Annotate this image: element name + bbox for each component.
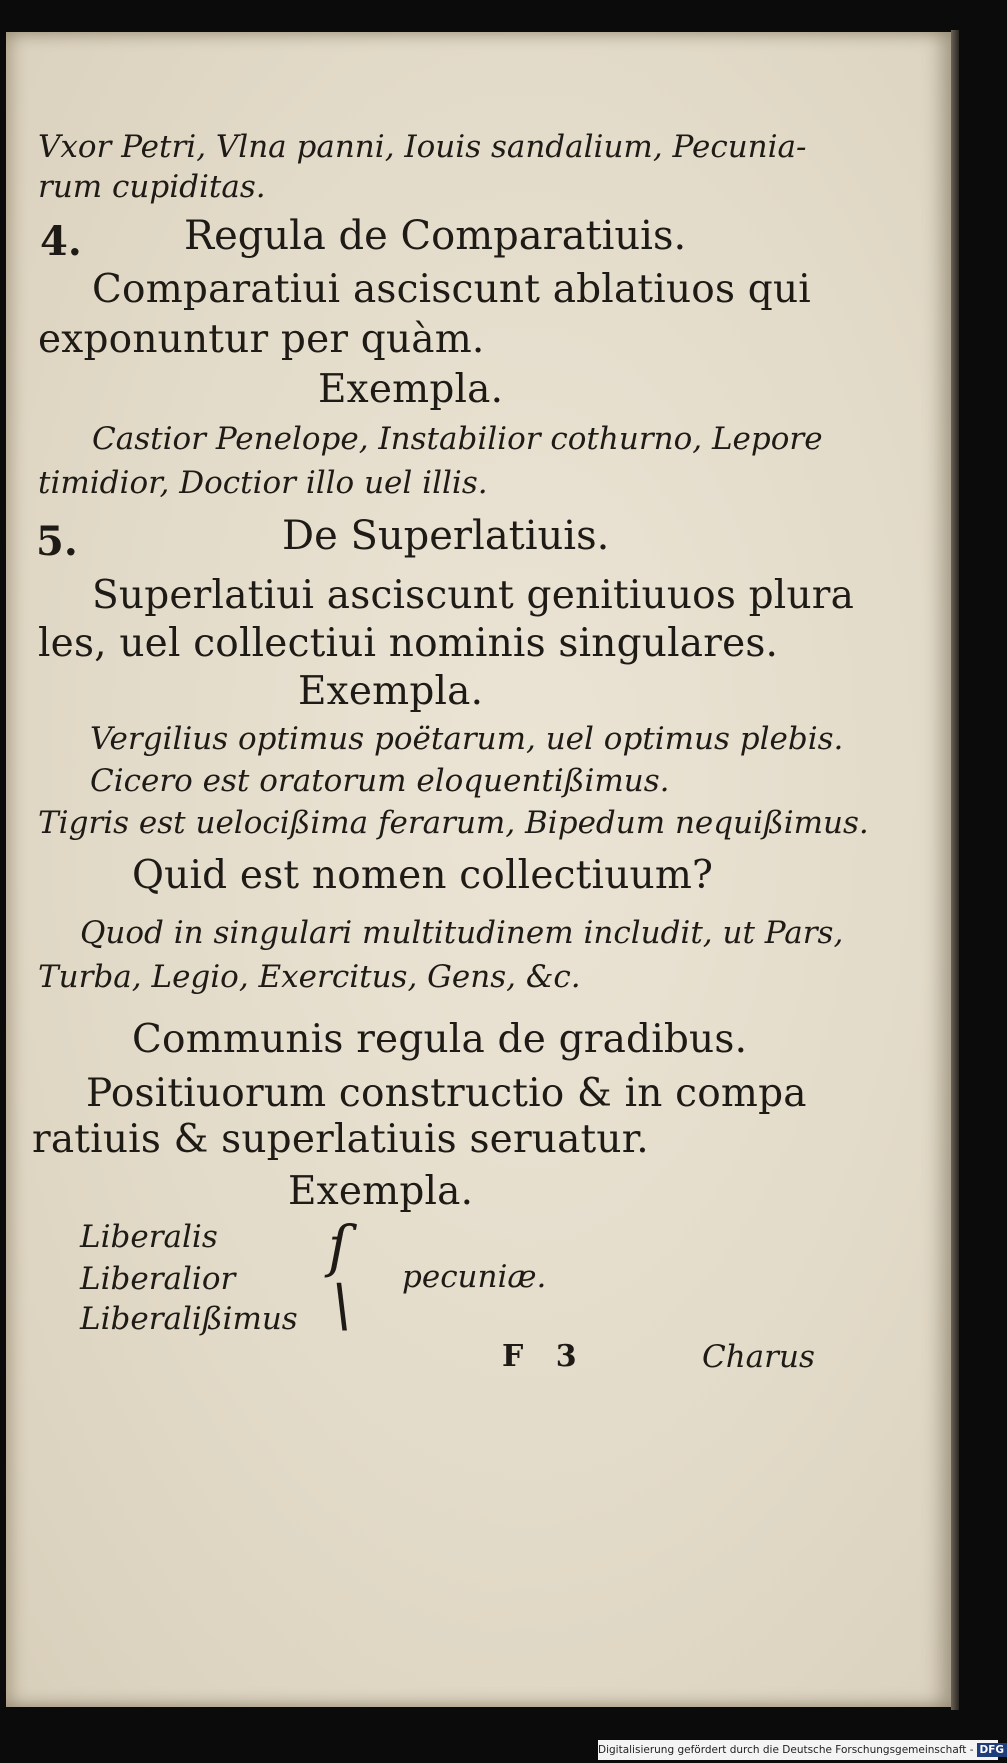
grade-comparative: Liberalior — [80, 1261, 236, 1297]
rule-4-number: 4. — [40, 218, 82, 265]
text-line-1: Vxor Petri, Vlna panni, Iouis sandalium, Pecunia- — [38, 129, 807, 165]
rule-5-exempla-heading: Exempla. — [298, 669, 484, 714]
brace-mark-top: ſ — [328, 1215, 349, 1280]
rule-5-example-2: Cicero est oratorum eloquentißimus. — [90, 763, 670, 799]
communis-exempla-heading: Exempla. — [288, 1169, 474, 1214]
rule-5-text-1: Superlatiui asciscunt genitiuuos plura — [92, 573, 855, 618]
catchword: Charus — [702, 1339, 815, 1375]
answer-line-1: Quod in singulari multitudinem includit, ut Pars, — [80, 915, 844, 951]
rule-4-exempla-heading: Exempla. — [318, 367, 504, 412]
communis-text-2: ratiuis & superlatiuis seruatur. — [32, 1117, 649, 1162]
rule-4-text-1: Comparatiui asciscunt ablatiuos qui — [92, 267, 811, 312]
grade-positive: Liberalis — [80, 1219, 218, 1255]
brace-mark-bottom: \ — [332, 1271, 352, 1339]
rule-5-number: 5. — [36, 518, 78, 565]
communis-text-1: Positiuorum constructio & in compa — [86, 1071, 807, 1116]
rule-4-example-1: Castior Penelope, Instabilior cothurno, Lepore — [92, 421, 823, 457]
footer-credit: Digitalisierung gefördert durch die Deutsche Forschungsgemeinschaft - — [598, 1744, 974, 1756]
rule-4-text-2: exponuntur per quàm. — [38, 317, 485, 362]
rule-4-example-2: timidior, Doctior illo uel illis. — [38, 465, 488, 501]
grade-object: pecuniæ. — [402, 1259, 547, 1295]
book-page — [6, 32, 951, 1707]
digitization-footer — [598, 1740, 1005, 1760]
grade-superlative: Liberalißimus — [80, 1301, 298, 1337]
rule-5-title: De Superlatiuis. — [282, 513, 610, 559]
rule-5-example-3: Tigris est uelocißima ferarum, Bipedum nequißimus. — [38, 805, 869, 841]
question-heading: Quid est nomen collectiuum? — [132, 853, 714, 898]
rule-5-example-1: Vergilius optimus poëtarum, uel optimus plebis. — [90, 721, 844, 757]
rule-4-title: Regula de Comparatiuis. — [184, 213, 687, 259]
answer-line-2: Turba, Legio, Exercitus, Gens, &c. — [38, 959, 581, 995]
page-signature: F 3 — [502, 1339, 577, 1374]
page-edge — [951, 30, 959, 1710]
communis-title: Communis regula de gradibus. — [132, 1017, 748, 1062]
text-line-2: rum cupiditas. — [38, 169, 266, 205]
rule-5-text-2: les, uel collectiui nominis singulares. — [38, 621, 779, 666]
dfg-logo: DFG — [977, 1743, 1007, 1757]
